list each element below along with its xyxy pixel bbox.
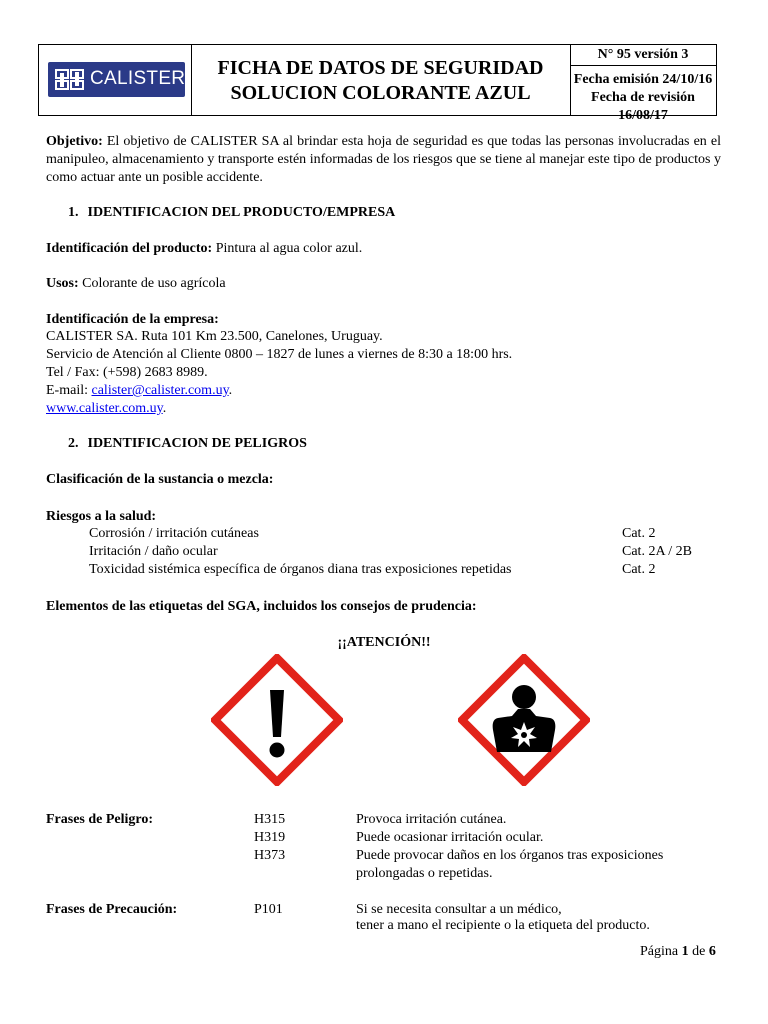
hazard-text: Puede provocar daños en los órganos tras exposiciones xyxy=(356,848,664,863)
hazard-code: H373 xyxy=(254,848,286,863)
precaution-code: P101 xyxy=(254,902,283,917)
product-title: SOLUCION COLORANTE AZUL xyxy=(230,82,531,104)
hazard-text-continued: prolongadas o repetidas. xyxy=(356,866,493,881)
website-line xyxy=(46,401,166,417)
page-current: 1 xyxy=(681,944,689,959)
revision-date: Fecha de revisión 16/08/17 xyxy=(591,90,695,123)
section-1-heading xyxy=(68,205,395,221)
uses-value: Colorante de uso agrícola xyxy=(78,276,226,291)
email-link[interactable]: calister@calister.com.uy xyxy=(91,383,229,398)
page-prefix: Página xyxy=(640,944,682,959)
classification-label: Clasificación de la sustancia o mezcla: xyxy=(46,472,274,487)
risk-name: Irritación / daño ocular xyxy=(89,544,218,559)
section-1-title: IDENTIFICACION DEL PRODUCTO/EMPRESA xyxy=(87,205,396,220)
risk-category: Cat. 2A / 2B xyxy=(622,544,693,559)
calister-logo xyxy=(48,62,185,97)
section-2-title: IDENTIFICACION DE PELIGROS xyxy=(87,436,307,451)
risk-name: Toxicidad sistémica específica de órganos diana tras exposiciones repetidas xyxy=(89,562,512,577)
uses xyxy=(46,276,226,292)
objective-label: Objetivo: xyxy=(46,134,103,149)
product-identification xyxy=(46,241,362,257)
health-risks-label: Riesgos a la salud: xyxy=(46,509,157,524)
section-1-number: 1. xyxy=(68,205,79,220)
title-cell xyxy=(191,45,571,115)
risk-category: Cat. 2 xyxy=(622,562,656,577)
exclamation-mark-icon xyxy=(211,654,343,786)
signal-word: ¡¡ATENCIÓN!! xyxy=(337,635,431,650)
label-elements-heading: Elementos de las etiquetas del SGA, incluidos los consejos de prudencia: xyxy=(46,599,477,614)
product-label: Identificación del producto: xyxy=(46,241,213,256)
version-cell xyxy=(570,45,716,123)
page-total: 6 xyxy=(708,944,716,959)
precaution-text: Si se necesita consultar a un médico, xyxy=(356,902,562,917)
page-number xyxy=(640,944,716,960)
precaution-phrases-label: Frases de Precaución: xyxy=(46,902,178,917)
website-link[interactable]: www.calister.com.uy xyxy=(46,401,163,416)
hazard-code: H319 xyxy=(254,830,286,845)
company-label: Identificación de la empresa: xyxy=(46,312,219,327)
risk-name: Corrosión / irritación cutáneas xyxy=(89,526,259,541)
product-value: Pintura al agua color azul. xyxy=(212,241,363,256)
doc-number: N° 95 versión 3 xyxy=(570,45,716,66)
logo-cell xyxy=(39,45,192,115)
precaution-text-continued: tener a mano el recipiente o la etiqueta del producto. xyxy=(356,918,650,933)
document-title: FICHA DE DATOS DE SEGURIDAD xyxy=(217,57,544,79)
health-hazard-icon xyxy=(458,654,590,786)
email-suffix: . xyxy=(228,383,233,398)
section-2-heading xyxy=(68,436,307,452)
calister-logo-mark-icon xyxy=(55,69,85,90)
objective-paragraph xyxy=(46,133,721,187)
company-address: CALISTER SA. Ruta 101 Km 23.500, Canelones, Uruguay. xyxy=(46,329,383,344)
email-label: E-mail: xyxy=(46,383,92,398)
hazard-phrases-label: Frases de Peligro: xyxy=(46,812,154,827)
website-suffix: . xyxy=(162,401,167,416)
section-2-number: 2. xyxy=(68,436,79,451)
hazard-text: Puede ocasionar irritación ocular. xyxy=(356,830,544,845)
risk-category: Cat. 2 xyxy=(622,526,656,541)
phone-fax: Tel / Fax: (+598) 2683 8989. xyxy=(46,365,208,380)
uses-label: Usos: xyxy=(46,276,79,291)
hazard-text: Provoca irritación cutánea. xyxy=(356,812,507,827)
objective-text: El objetivo de CALISTER SA al brindar esta hoja de seguridad es que todas las personas involucradas en el manipuleo, almacenamiento y transporte estén informadas de los riesgos que se tiene al manejar este tipo de productos y como actuar ante un posible accidente. xyxy=(46,134,721,185)
email-line xyxy=(46,383,232,399)
hazard-code: H315 xyxy=(254,812,286,827)
issue-date: Fecha emisión 24/10/16 xyxy=(573,72,713,87)
customer-service: Servicio de Atención al Cliente 0800 – 1827 de lunes a viernes de 8:30 a 18:00 hrs. xyxy=(46,347,513,362)
dates xyxy=(570,71,716,125)
document-header xyxy=(38,44,717,123)
logo-text: CALISTER xyxy=(90,68,186,89)
page-separator: de xyxy=(688,944,709,959)
